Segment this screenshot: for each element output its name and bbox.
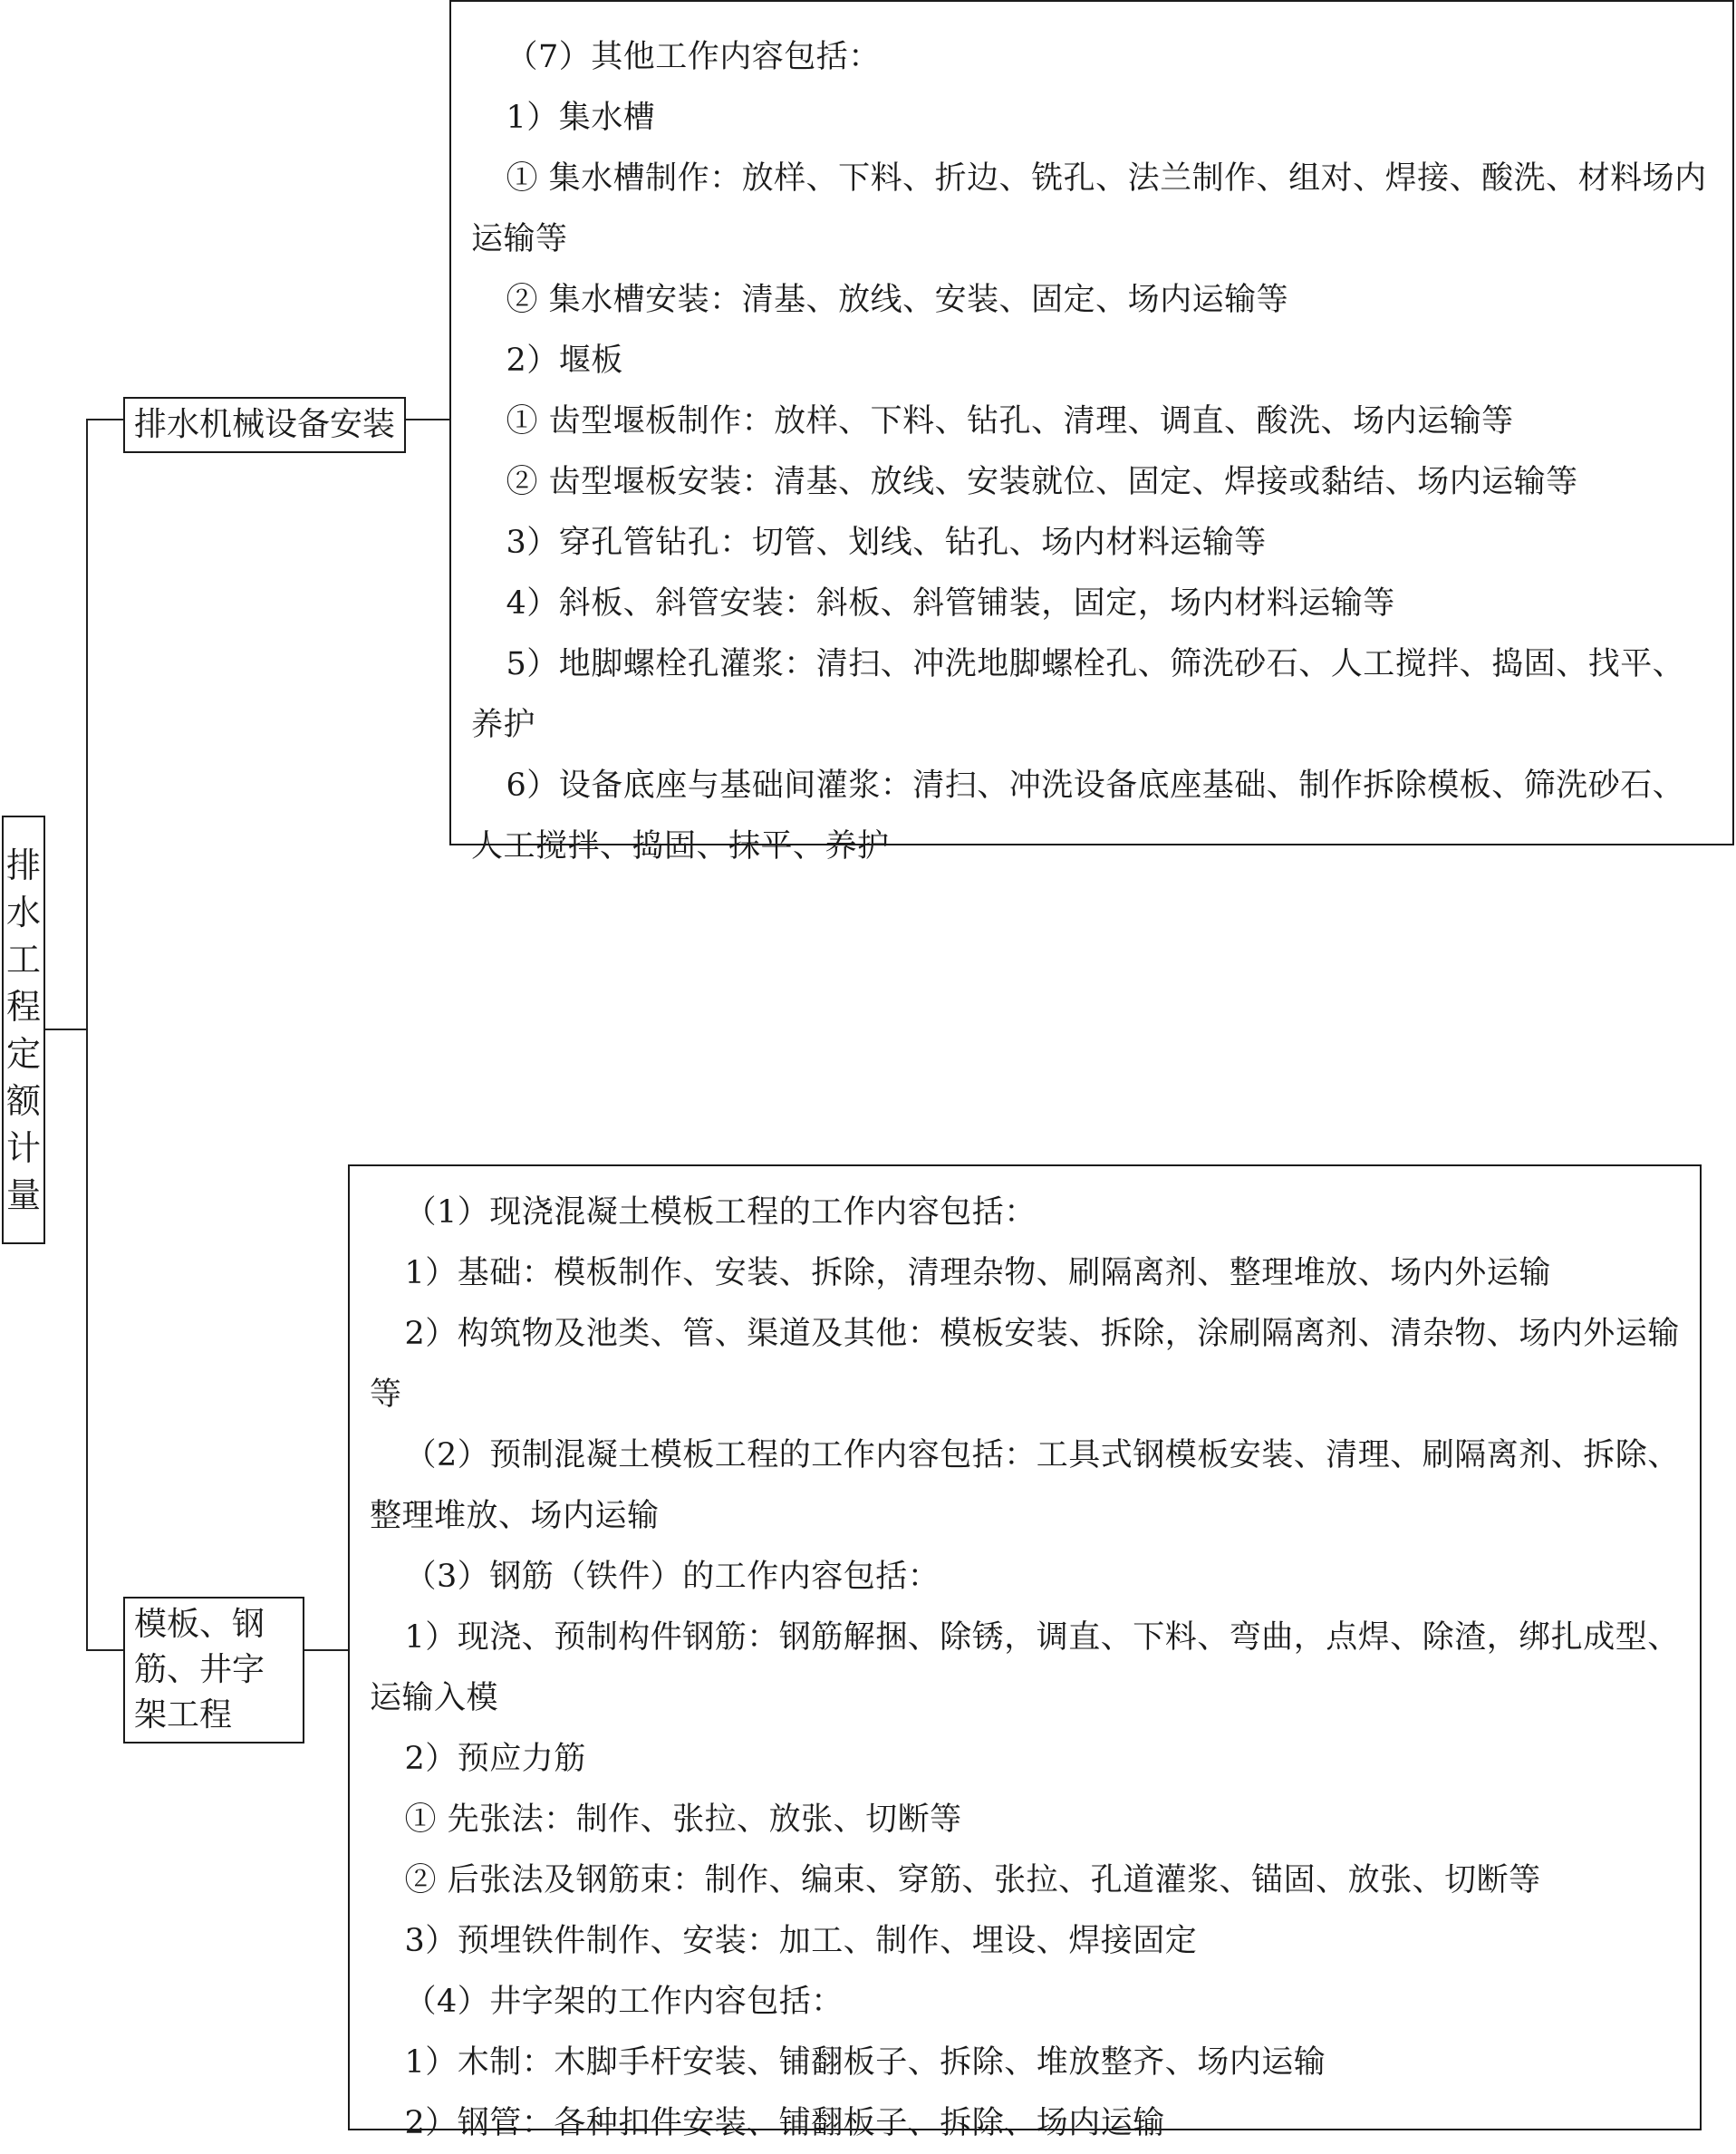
root-title-char: 水 bbox=[5, 892, 41, 932]
content-line: 4）斜板、斜管安装：斜板、斜管铺装，固定，场内材料运输等 bbox=[506, 585, 1395, 622]
content-line: 1）现浇、预制构件钢筋：钢筋解捆、除锈，调直、下料、弯曲，点焊、除渣，绑扎成型、运输入模 bbox=[370, 1619, 1680, 1716]
content-line: （2）预制混凝土模板工程的工作内容包括：工具式钢模板安装、清理、刷隔离剂、拆除、整理堆放、场内运输 bbox=[370, 1437, 1680, 1534]
branch-content-formwork-rebar bbox=[348, 1164, 1702, 2141]
content-line: ① 集水槽制作：放样、下料、折边、铣孔、法兰制作、组对、焊接、酸洗、材料场内运输等 bbox=[471, 160, 1707, 257]
content-line: 2）钢管：各种扣件安装、铺翻板子、拆除、场内运输 bbox=[404, 2105, 1165, 2141]
root-title-char: 定 bbox=[5, 1033, 41, 1074]
content-line: ② 齿型堰板安装：清基、放线、安装就位、固定、焊接或黏结、场内运输等 bbox=[506, 464, 1578, 500]
content-line: 3）预埋铁件制作、安装：加工、制作、埋设、焊接固定 bbox=[404, 1923, 1198, 1959]
branch-content-drainage-equipment bbox=[449, 0, 1734, 864]
content-line: （1）现浇混凝土模板工程的工作内容包括： bbox=[404, 1194, 1037, 1231]
root-title-char: 工 bbox=[5, 939, 41, 980]
content-line: ② 后张法及钢筋束：制作、编束、穿筋、张拉、孔道灌浆、锚固、放张、切断等 bbox=[404, 1862, 1541, 1898]
branch-node-drainage-equipment bbox=[123, 397, 406, 453]
content-line: 1）基础：模板制作、安装、拆除，清理杂物、刷隔离剂、整理堆放、场内外运输 bbox=[404, 1255, 1551, 1291]
root-title-char: 量 bbox=[5, 1174, 41, 1215]
content-line: 5）地脚螺栓孔灌浆：清扫、冲洗地脚螺栓孔、筛洗砂石、人工搅拌、捣固、找平、养护 bbox=[471, 646, 1685, 743]
content-line: ② 集水槽安装：清基、放线、安装、固定、场内运输等 bbox=[506, 282, 1289, 318]
content-line: 2）堰板 bbox=[506, 343, 623, 379]
content-line: 6）设备底座与基础间灌浆：清扫、冲洗设备底座基础、制作拆除模板、筛洗砂石、人工搅拌、捣固、抹平、养护 bbox=[471, 768, 1685, 864]
content-line: 2）构筑物及池类、管、渠道及其他：模板安装、拆除，涂刷隔离剂、清杂物、场内外运输等 bbox=[370, 1316, 1680, 1413]
content-line: 1）木制：木脚手杆安装、铺翻板子、拆除、堆放整齐、场内运输 bbox=[404, 2044, 1326, 2081]
content-line: （7）其他工作内容包括： bbox=[506, 39, 881, 75]
branch-node-formwork-rebar bbox=[123, 1597, 304, 1743]
connector-branch-2 bbox=[86, 1649, 124, 1651]
connector-branch-1-content bbox=[406, 419, 449, 420]
root-title-char: 排 bbox=[5, 845, 41, 885]
branch-label: 模板、钢筋、井字架工程 bbox=[134, 1606, 265, 1734]
connector-trunk bbox=[86, 419, 88, 1651]
connector-branch-2-content bbox=[304, 1649, 348, 1651]
root-title-char: 额 bbox=[5, 1080, 41, 1121]
root-title-char: 计 bbox=[5, 1127, 41, 1168]
connector-branch-1 bbox=[86, 419, 124, 420]
content-line: ① 先张法：制作、张拉、放张、切断等 bbox=[404, 1801, 962, 1838]
content-line: 2）预应力筋 bbox=[404, 1741, 586, 1777]
content-line: 1）集水槽 bbox=[506, 100, 656, 136]
root-node bbox=[2, 816, 45, 1244]
content-line: （3）钢筋（铁件）的工作内容包括： bbox=[404, 1559, 940, 1595]
root-title-char: 程 bbox=[5, 986, 41, 1027]
branch-label: 排水机械设备安装 bbox=[134, 406, 396, 443]
content-line: ① 齿型堰板制作：放样、下料、钻孔、清理、调直、酸洗、场内运输等 bbox=[506, 403, 1514, 439]
content-line: （4）井字架的工作内容包括： bbox=[404, 1984, 844, 2020]
connector-root-stub bbox=[45, 1029, 88, 1030]
content-line: 3）穿孔管钻孔：切管、划线、钻孔、场内材料运输等 bbox=[506, 525, 1267, 561]
